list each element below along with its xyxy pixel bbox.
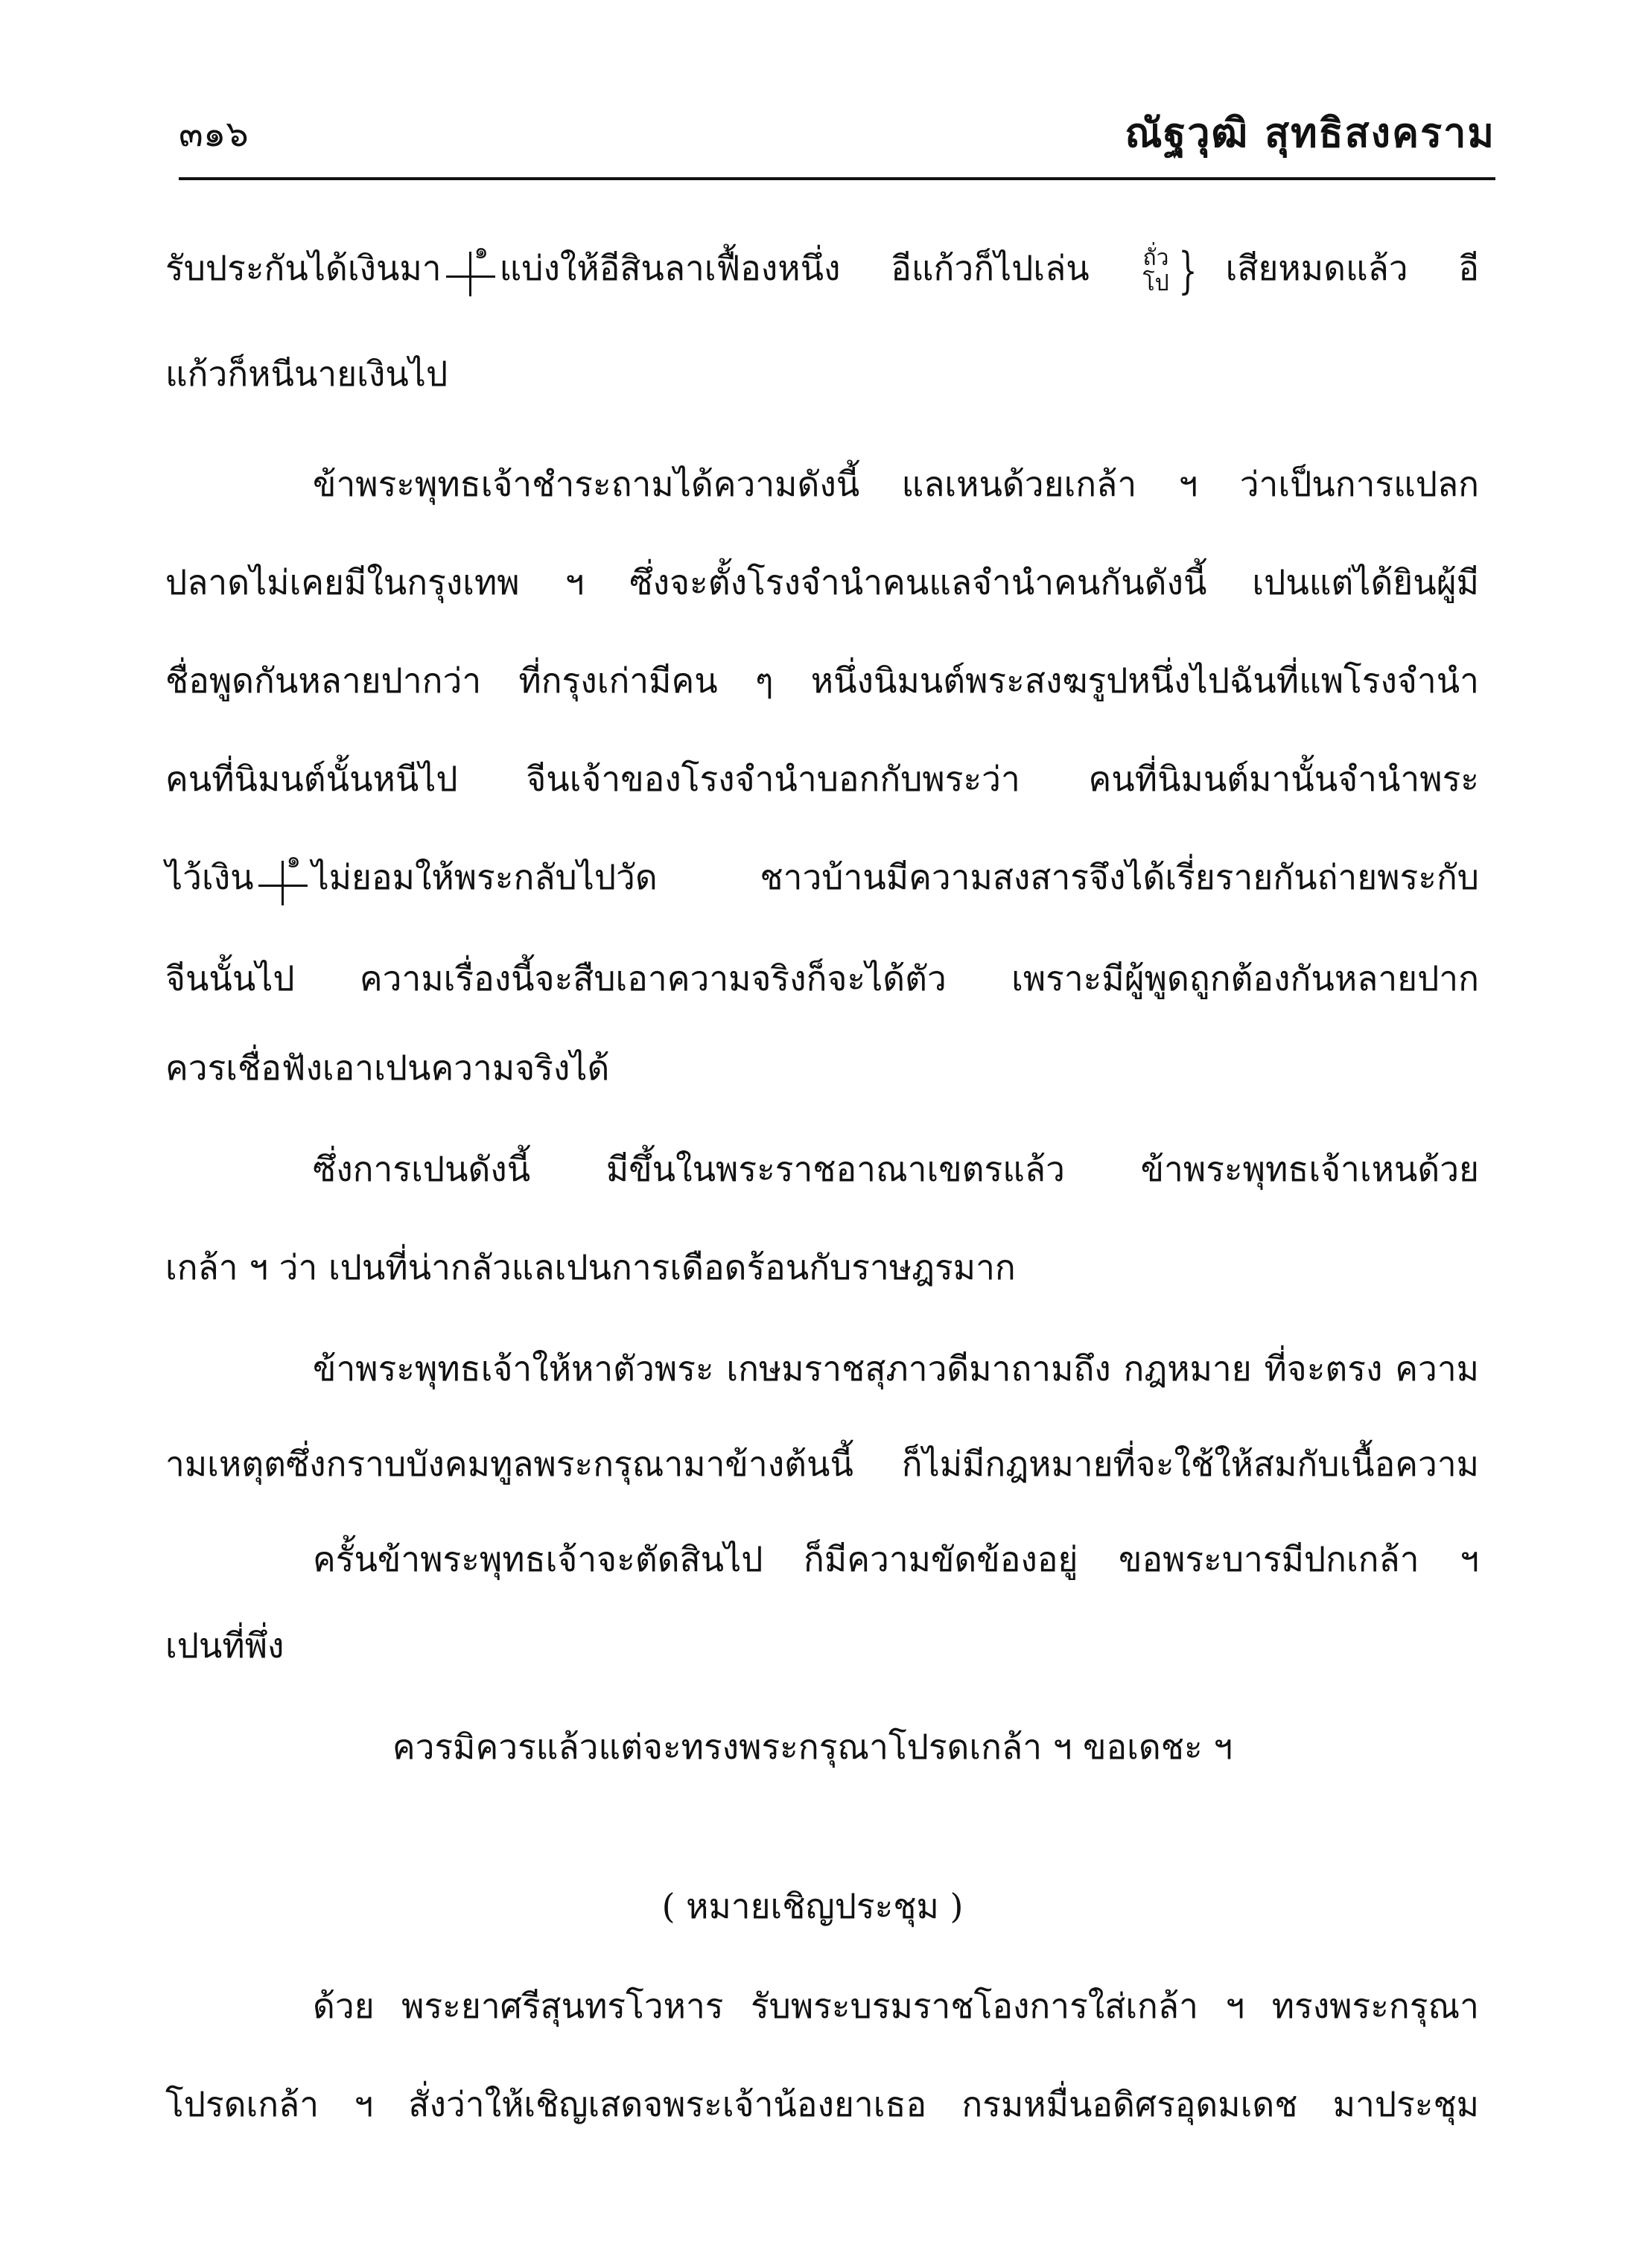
header-rule xyxy=(179,177,1495,180)
closing-line: ควรมิควรแล้วแต่จะทรงพระกรุณาโปรดเกล้า ฯ ขอเดชะ ฯ xyxy=(392,1727,1233,1767)
currency-amount: ๑ xyxy=(474,238,489,264)
text-line: จีนนั้นไป ความเรื่องนี้จะสืบเอาความจริงก็จะได้ตัว เพราะมีผู้พูดถูกต้องกันหลายปาก xyxy=(165,958,1479,998)
page-number: ๓๑๖ xyxy=(179,113,249,155)
text-line xyxy=(165,847,1479,902)
running-title: ณัฐวุฒิ สุทธิสงคราม xyxy=(1125,109,1495,156)
text-segment: แบ่งให้อีสินลาเฟื้องหนึ่ง อีแก้วก็ไปเล่น xyxy=(499,248,1090,288)
text-segment: รับประกันได้เงินมา xyxy=(165,248,442,288)
text-line: เปนที่พึ่ง xyxy=(165,1625,284,1666)
brace-mark: } xyxy=(1178,242,1198,299)
text-segment: เสียหมดแล้ว อี xyxy=(1225,248,1479,288)
text-line xyxy=(165,238,1479,299)
text-line: ข้าพระพุทธเจ้าให้หาตัวพระ เกษมราชสุภาวดีมาถามถึง กฎหมาย ที่จะตรง ความ xyxy=(313,1348,1479,1389)
text-segment: ไม่ยอมให้พระกลับไปวัด ชาวบ้านมีความสงสารจึงได้เรี่ยรายกันถ่ายพระกับ xyxy=(311,857,1479,897)
text-line: ซึ่งการเปนดังนี้ มีขึ้นในพระราชอาณาเขตรแล้ว ข้าพระพุทธเจ้าเหนด้วย xyxy=(313,1149,1479,1189)
text-line: ชื่อพูดกันหลายปากว่า ที่กรุงเก่ามีคน ๆ หนึ่งนิมนต์พระสงฆรูปหนึ่งไปฉันที่แพโรงจำนำ xyxy=(165,660,1479,701)
currency-cross-symbol xyxy=(258,847,308,902)
text-line: ปลาดไม่เคยมีในกรุงเทพ ฯ ซึ่งจะตั้งโรงจำนำคนแลจำนำคนกันดังนี้ เปนแต่ได้ยินผู้มี xyxy=(165,562,1479,602)
text-line: ควรเชื่อฟังเอาเปนความจริงได้ xyxy=(165,1048,610,1088)
text-line: ด้วย พระยาศรีสุนทรโวหาร รับพระบรมราชโองการใส่เกล้า ฯ ทรงพระกรุณา xyxy=(313,1986,1479,2026)
text-line: ข้าพระพุทธเจ้าชำระถามได้ความดังนี้ แลเหนด้วยเกล้า ฯ ว่าเป็นการแปลก xyxy=(313,464,1479,504)
currency-cross-symbol xyxy=(446,238,495,293)
text-line: คนที่นิมนต์นั้นหนีไป จีนเจ้าของโรงจำนำบอกกับพระว่า คนที่นิมนต์มานั้นจำนำพระ xyxy=(165,759,1479,799)
text-line: เกล้า ฯ ว่า เปนที่น่ากลัวแลเปนการเดือดร้อนกับราษฎรมาก xyxy=(165,1247,1016,1287)
text-segment: ไว้เงิน xyxy=(165,857,254,897)
text-line: ครั้นข้าพระพุทธเจ้าจะตัดสินไป ก็มีความขัดข้องอยู่ ขอพระบารมีปกเกล้า ฯ xyxy=(313,1539,1479,1579)
section-title: ( หมายเชิญประชุม ) xyxy=(661,1886,964,1926)
stacked-note xyxy=(1143,246,1169,296)
stacked-note-bottom: โป xyxy=(1142,270,1169,296)
text-line: ามเหตุตซึ่งกราบบังคมทูลพระกรุณามาข้างต้นนี้ ก็ไม่มีกฎหมายที่จะใช้ให้สมกับเนื้อความ xyxy=(165,1444,1479,1484)
currency-amount: ๑ xyxy=(286,847,301,873)
stacked-note-top: ถั่ว xyxy=(1142,245,1169,271)
text-line: แก้วก็หนีนายเงินไป xyxy=(165,354,448,394)
text-line: โปรดเกล้า ฯ สั่งว่าให้เชิญเสดจพระเจ้าน้องยาเธอ กรมหมื่นอดิศรอุดมเดช มาประชุม xyxy=(165,2084,1479,2124)
